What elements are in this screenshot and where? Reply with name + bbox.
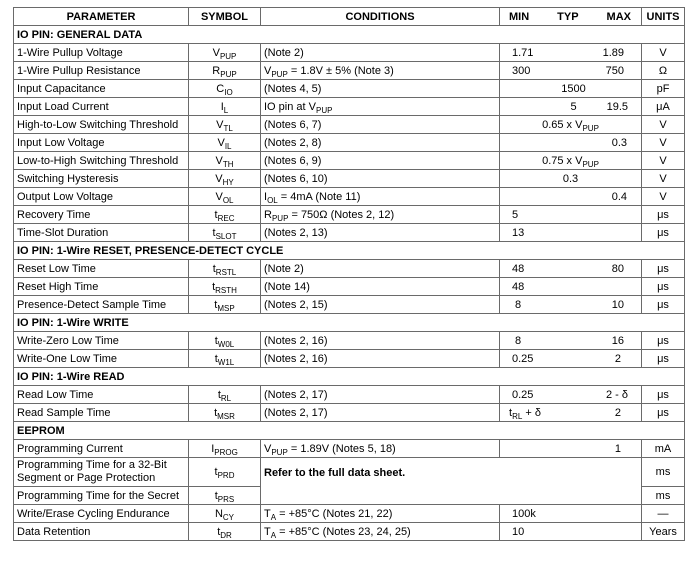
values-cell: 0.75 x $V_{PUP}$ (500, 152, 642, 170)
param-cell: Programming Time for the Secret (14, 487, 189, 505)
conditions-cell: (Notes 6, 7) (261, 116, 500, 134)
section-title: EEPROM (14, 422, 685, 440)
units-cell: μs (642, 206, 685, 224)
values-cell: 13 (500, 224, 642, 242)
values-cell: 48 80 (500, 260, 642, 278)
values-cell: 100k (500, 505, 642, 523)
symbol-cell: $t_{MSP}$ (189, 296, 261, 314)
param-cell: High-to-Low Switching Threshold (14, 116, 189, 134)
section-row (14, 242, 685, 260)
conditions-cell: $V_{PUP} = 1.89V$ (Notes 5, 18) (261, 440, 500, 458)
conditions-cell: (Notes 2, 15) (261, 296, 500, 314)
symbol-cell: $t_{REC}$ (189, 206, 261, 224)
values-cell: 0.3 (500, 170, 642, 188)
units-cell: μs (642, 260, 685, 278)
units-cell: μA (642, 98, 685, 116)
table-row (14, 440, 685, 458)
conditions-cell: (Note 14) (261, 278, 500, 296)
header-max: MAX (606, 10, 631, 23)
symbol-cell: $R_{PUP}$ (189, 62, 261, 80)
units-cell: μs (642, 350, 685, 368)
table-row (14, 80, 685, 98)
table-row (14, 116, 685, 134)
electrical-characteristics-table (13, 7, 685, 541)
units-cell: V (642, 134, 685, 152)
table-row (14, 206, 685, 224)
conditions-cell: (Notes 4, 5) (261, 80, 500, 98)
units-cell: μs (642, 224, 685, 242)
param-cell: Input Capacitance (14, 80, 189, 98)
values-cell: 0.4 (500, 188, 642, 206)
symbol-cell: $V_{IL}$ (189, 134, 261, 152)
section-row (14, 368, 685, 386)
table-row (14, 505, 685, 523)
conditions-cell: (Note 2) (261, 44, 500, 62)
table-row (14, 296, 685, 314)
header-typ: TYP (557, 10, 579, 23)
conditions-cell: $T_A = +85^\circ C$ (Notes 23, 24, 25) (261, 523, 500, 541)
units-cell: — (642, 505, 685, 523)
symbol-cell: $t_{W0L}$ (189, 332, 261, 350)
conditions-cell: (Notes 2, 8) (261, 134, 500, 152)
conditions-cell: (Notes 6, 9) (261, 152, 500, 170)
header-parameter: PARAMETER (14, 8, 189, 26)
symbol-cell: $V_{HY}$ (189, 170, 261, 188)
section-title: IO PIN: 1-Wire RESET, PRESENCE-DETECT CYCLE (14, 242, 685, 260)
table-row (14, 386, 685, 404)
units-cell: V (642, 152, 685, 170)
units-cell: μs (642, 386, 685, 404)
header-row (14, 8, 685, 26)
conditions-cell: $V_{PUP} = 1.8V \pm 5\%$ (Note 3) (261, 62, 500, 80)
symbol-cell: $t_{SLOT}$ (189, 224, 261, 242)
symbol-cell: $t_{RSTL}$ (189, 260, 261, 278)
param-cell: Write-One Low Time (14, 350, 189, 368)
param-cell: Read Sample Time (14, 404, 189, 422)
units-cell: V (642, 188, 685, 206)
header-min: MIN (509, 10, 530, 23)
units-cell: μs (642, 332, 685, 350)
param-cell: Input Low Voltage (14, 134, 189, 152)
values-cell: 5 19.5 (500, 98, 642, 116)
param-cell: 1-Wire Pullup Voltage (14, 44, 189, 62)
conditions-cell: (Notes 2, 17) (261, 404, 500, 422)
param-cell: Recovery Time (14, 206, 189, 224)
table-row (14, 98, 685, 116)
symbol-cell: $N_{CY}$ (189, 505, 261, 523)
symbol-cell: $I_{PROG}$ (189, 440, 261, 458)
units-cell: Ω (642, 62, 685, 80)
values-cell: 1 (500, 440, 642, 458)
units-cell: μs (642, 278, 685, 296)
param-cell: Low-to-High Switching Threshold (14, 152, 189, 170)
table-row (14, 44, 685, 62)
values-cell: 0.65 x $V_{PUP}$ (500, 116, 642, 134)
table-row (14, 350, 685, 368)
units-cell: V (642, 116, 685, 134)
conditions-cell: $T_A = +85^\circ C$ (Notes 21, 22) (261, 505, 500, 523)
param-cell: Write/Erase Cycling Endurance (14, 505, 189, 523)
table-row (14, 458, 685, 487)
values-cell: 0.3 (500, 134, 642, 152)
conditions-cell: (Note 2) (261, 260, 500, 278)
units-cell: pF (642, 80, 685, 98)
section-title: IO PIN: GENERAL DATA (14, 26, 685, 44)
table-row (14, 332, 685, 350)
values-cell: 0.25 2 - δ (500, 386, 642, 404)
conditions-cell: (Notes 6, 10) (261, 170, 500, 188)
values-cell: 1.71 1.89 (500, 44, 642, 62)
symbol-cell: $t_{PRD}$ (189, 458, 261, 487)
conditions-cell: (Notes 2, 17) (261, 386, 500, 404)
values-cell: 300 750 (500, 62, 642, 80)
section-title: IO PIN: 1-Wire READ (14, 368, 685, 386)
conditions-cell: $R_{PUP} = 750\Omega$ (Notes 2, 12) (261, 206, 500, 224)
param-cell: Input Load Current (14, 98, 189, 116)
units-cell: μs (642, 404, 685, 422)
param-cell: Reset High Time (14, 278, 189, 296)
header-conditions: CONDITIONS (261, 8, 500, 26)
param-cell: Programming Current (14, 440, 189, 458)
symbol-cell: $C_{IO}$ (189, 80, 261, 98)
section-row (14, 26, 685, 44)
symbol-cell: $t_{RL}$ (189, 386, 261, 404)
symbol-cell: $V_{TL}$ (189, 116, 261, 134)
param-cell: Time-Slot Duration (14, 224, 189, 242)
header-symbol: SYMBOL (189, 8, 261, 26)
header-units: UNITS (642, 8, 685, 26)
units-cell: V (642, 44, 685, 62)
header-min-typ-max (500, 8, 642, 26)
values-cell: 8 16 (500, 332, 642, 350)
symbol-cell: $V_{PUP}$ (189, 44, 261, 62)
section-title: IO PIN: 1-Wire WRITE (14, 314, 685, 332)
param-cell: Programming Time for a 32-Bit Segment or Page Protection (14, 458, 189, 487)
units-cell: μs (642, 296, 685, 314)
symbol-cell: $t_{W1L}$ (189, 350, 261, 368)
section-row (14, 422, 685, 440)
symbol-cell: $V_{OL}$ (189, 188, 261, 206)
table-row (14, 523, 685, 541)
param-cell: Reset Low Time (14, 260, 189, 278)
conditions-cell: (Notes 2, 16) (261, 332, 500, 350)
conditions-cell: IO pin at $V_{PUP}$ (261, 98, 500, 116)
table-row (14, 224, 685, 242)
values-cell: 1500 (500, 80, 642, 98)
units-cell: mA (642, 440, 685, 458)
symbol-cell: $V_{TH}$ (189, 152, 261, 170)
symbol-cell: $t_{DR}$ (189, 523, 261, 541)
conditions-cell: $I_{OL} = 4mA$ (Note 11) (261, 188, 500, 206)
values-cell: 5 (500, 206, 642, 224)
units-cell: ms (642, 458, 685, 487)
table-row (14, 134, 685, 152)
units-cell: Years (642, 523, 685, 541)
table-row (14, 62, 685, 80)
param-cell: Write-Zero Low Time (14, 332, 189, 350)
param-cell: Data Retention (14, 523, 189, 541)
table-row (14, 188, 685, 206)
symbol-cell: $t_{MSR}$ (189, 404, 261, 422)
units-cell: V (642, 170, 685, 188)
values-cell: 48 (500, 278, 642, 296)
values-cell: 10 (500, 523, 642, 541)
param-cell: Switching Hysteresis (14, 170, 189, 188)
conditions-cell: (Notes 2, 13) (261, 224, 500, 242)
table-row (14, 170, 685, 188)
table-row (14, 260, 685, 278)
param-cell: Output Low Voltage (14, 188, 189, 206)
values-cell: 0.25 2 (500, 350, 642, 368)
values-cell: $t_{RL} + \delta$ 2 (500, 404, 642, 422)
conditions-cell: Refer to the full data sheet. (261, 458, 642, 505)
table-row (14, 152, 685, 170)
param-cell: Read Low Time (14, 386, 189, 404)
symbol-cell: $t_{PRS}$ (189, 487, 261, 505)
conditions-cell: (Notes 2, 16) (261, 350, 500, 368)
symbol-cell: $t_{RSTH}$ (189, 278, 261, 296)
symbol-cell: $I_L$ (189, 98, 261, 116)
table-row (14, 404, 685, 422)
param-cell: 1-Wire Pullup Resistance (14, 62, 189, 80)
section-row (14, 314, 685, 332)
units-cell: ms (642, 487, 685, 505)
values-cell: 8 10 (500, 296, 642, 314)
table-row (14, 278, 685, 296)
param-cell: Presence-Detect Sample Time (14, 296, 189, 314)
